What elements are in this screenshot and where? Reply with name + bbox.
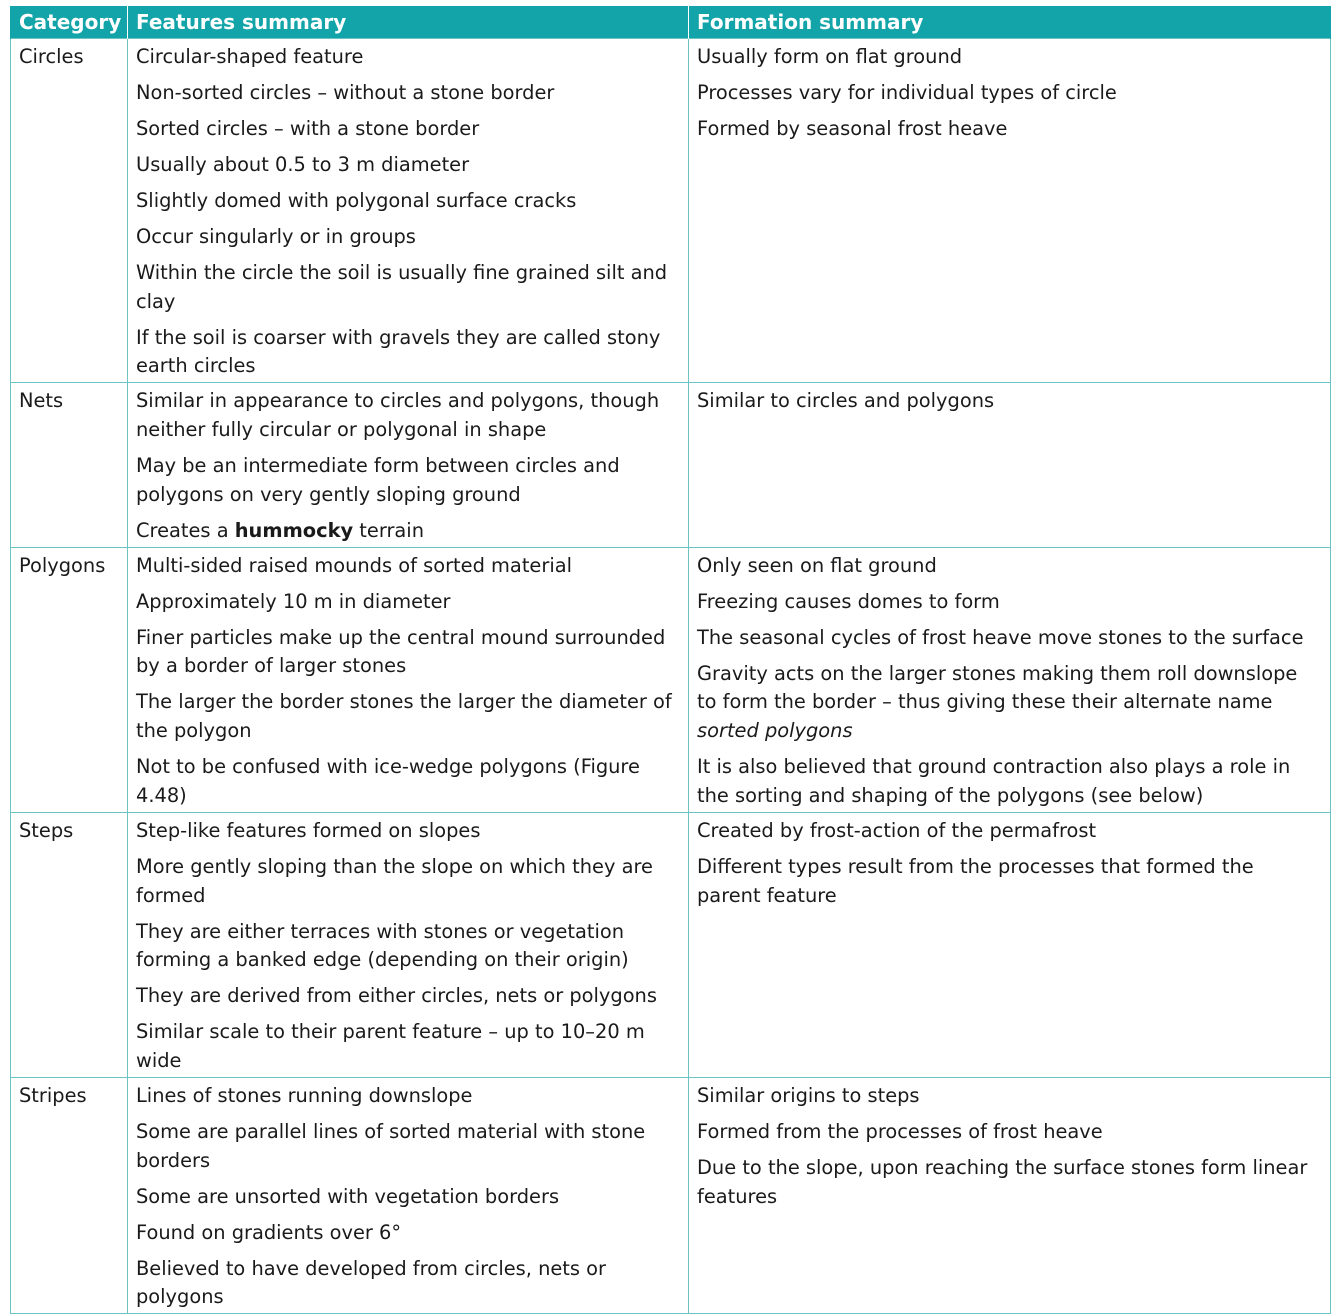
- features-cell: [128, 39, 689, 383]
- feature-item: Finer particles make up the central mound surrounded by a border of larger stones: [136, 625, 666, 678]
- formation-item: Usually form on flat ground: [697, 45, 963, 68]
- table-row: [11, 812, 1331, 1077]
- formation-cell: [689, 547, 1331, 812]
- header-features-summary: Features summary: [128, 6, 689, 39]
- table-row: [11, 547, 1331, 812]
- feature-item: Approximately 10 m in diameter: [136, 589, 451, 613]
- feature-item: More gently sloping than the slope on which they are formed: [136, 854, 653, 907]
- formation-item: Created by frost-action of the permafrost: [697, 818, 1097, 842]
- formation-item: Different types result from the processes that formed the parent feature: [697, 854, 1254, 907]
- feature-item: Believed to have developed from circles, nets or polygons: [136, 1256, 607, 1309]
- formation-item: It is also believed that ground contraction also plays a role in the sorting and shaping of the polygons (see below): [697, 755, 1291, 807]
- category-label: Polygons: [19, 553, 106, 577]
- feature-item: Sorted circles – with a stone border: [136, 116, 480, 140]
- feature-item: [136, 517, 680, 546]
- table-row: [11, 39, 1331, 383]
- category-cell: [11, 1077, 128, 1313]
- table-row: [11, 383, 1331, 547]
- feature-item: Similar in appearance to circles and polygons, though neither fully circular or polygonal in shape: [136, 389, 660, 442]
- text-run: Creates a: [136, 518, 235, 542]
- feature-item: Found on gradients over 6°: [136, 1220, 402, 1244]
- features-cell: [128, 812, 689, 1077]
- formation-item: The seasonal cycles of frost heave move stones to the surface: [697, 625, 1304, 649]
- feature-item: Multi-sided raised mounds of sorted material: [136, 553, 572, 577]
- category-label: Stripes: [19, 1083, 87, 1107]
- category-cell: [11, 39, 128, 383]
- feature-item: Not to be confused with ice-wedge polygons (Figure 4.48): [136, 755, 640, 807]
- feature-item: Lines of stones running downslope: [136, 1083, 473, 1107]
- formation-item: Processes vary for individual types of circle: [697, 80, 1117, 104]
- features-cell: [128, 383, 689, 547]
- formation-item: Only seen on flat ground: [697, 553, 937, 577]
- category-cell: [11, 812, 128, 1077]
- formation-item: [697, 660, 1322, 746]
- feature-item: Some are parallel lines of sorted material with stone borders: [136, 1119, 646, 1172]
- feature-item: Some are unsorted with vegetation borders: [136, 1184, 560, 1208]
- formation-item: Freezing causes domes to form: [697, 589, 1000, 613]
- feature-item: Usually about 0.5 to 3 m diameter: [136, 152, 470, 176]
- table-header-row: [11, 6, 1331, 39]
- formation-cell: [689, 383, 1331, 547]
- header-category: Category: [11, 6, 128, 39]
- features-cell: [128, 547, 689, 812]
- formation-cell: [689, 39, 1331, 383]
- category-label: Circles: [19, 45, 84, 68]
- table-row: [11, 1077, 1331, 1313]
- table-body: [11, 39, 1331, 1314]
- formation-item: Similar to circles and polygons: [697, 389, 995, 413]
- formation-item: Formed from the processes of frost heave: [697, 1119, 1103, 1143]
- features-cell: [128, 1077, 689, 1313]
- feature-item: Circular-shaped feature: [136, 45, 364, 68]
- formation-item: Due to the slope, upon reaching the surface stones form linear features: [697, 1155, 1308, 1208]
- periglacial-features-table: [10, 6, 1331, 1314]
- category-cell: [11, 383, 128, 547]
- feature-item: Similar scale to their parent feature – up to 10–20 m wide: [136, 1020, 645, 1073]
- text-run: Gravity acts on the larger stones making them roll downslope to form the border – thus giving these their alternate name: [697, 661, 1298, 714]
- feature-item: Non-sorted circles – without a stone border: [136, 80, 555, 104]
- formation-cell: [689, 812, 1331, 1077]
- feature-item: The larger the border stones the larger the diameter of the polygon: [136, 690, 672, 743]
- feature-item: May be an intermediate form between circles and polygons on very gently sloping ground: [136, 454, 620, 506]
- header-formation-summary: Formation summary: [689, 6, 1331, 39]
- formation-cell: [689, 1077, 1331, 1313]
- feature-item: They are derived from either circles, nets or polygons: [136, 984, 657, 1008]
- category-label: Nets: [19, 389, 64, 413]
- formation-item: Similar origins to steps: [697, 1083, 920, 1107]
- formation-item: Formed by seasonal frost heave: [697, 116, 1008, 140]
- feature-item: They are either terraces with stones or vegetation forming a banked edge (depending on their origin): [136, 919, 629, 972]
- feature-item: Slightly domed with polygonal surface cracks: [136, 188, 577, 212]
- category-cell: [11, 547, 128, 812]
- feature-item: Occur singularly or in groups: [136, 224, 416, 248]
- feature-item: Within the circle the soil is usually fine grained silt and clay: [136, 260, 668, 313]
- italic-term: sorted polygons: [697, 719, 853, 743]
- text-run: terrain: [353, 518, 424, 542]
- feature-item: If the soil is coarser with gravels they are called stony earth circles: [136, 325, 661, 378]
- category-label: Steps: [19, 818, 74, 842]
- bold-term: hummocky: [234, 518, 354, 542]
- feature-item: Step-like features formed on slopes: [136, 818, 481, 842]
